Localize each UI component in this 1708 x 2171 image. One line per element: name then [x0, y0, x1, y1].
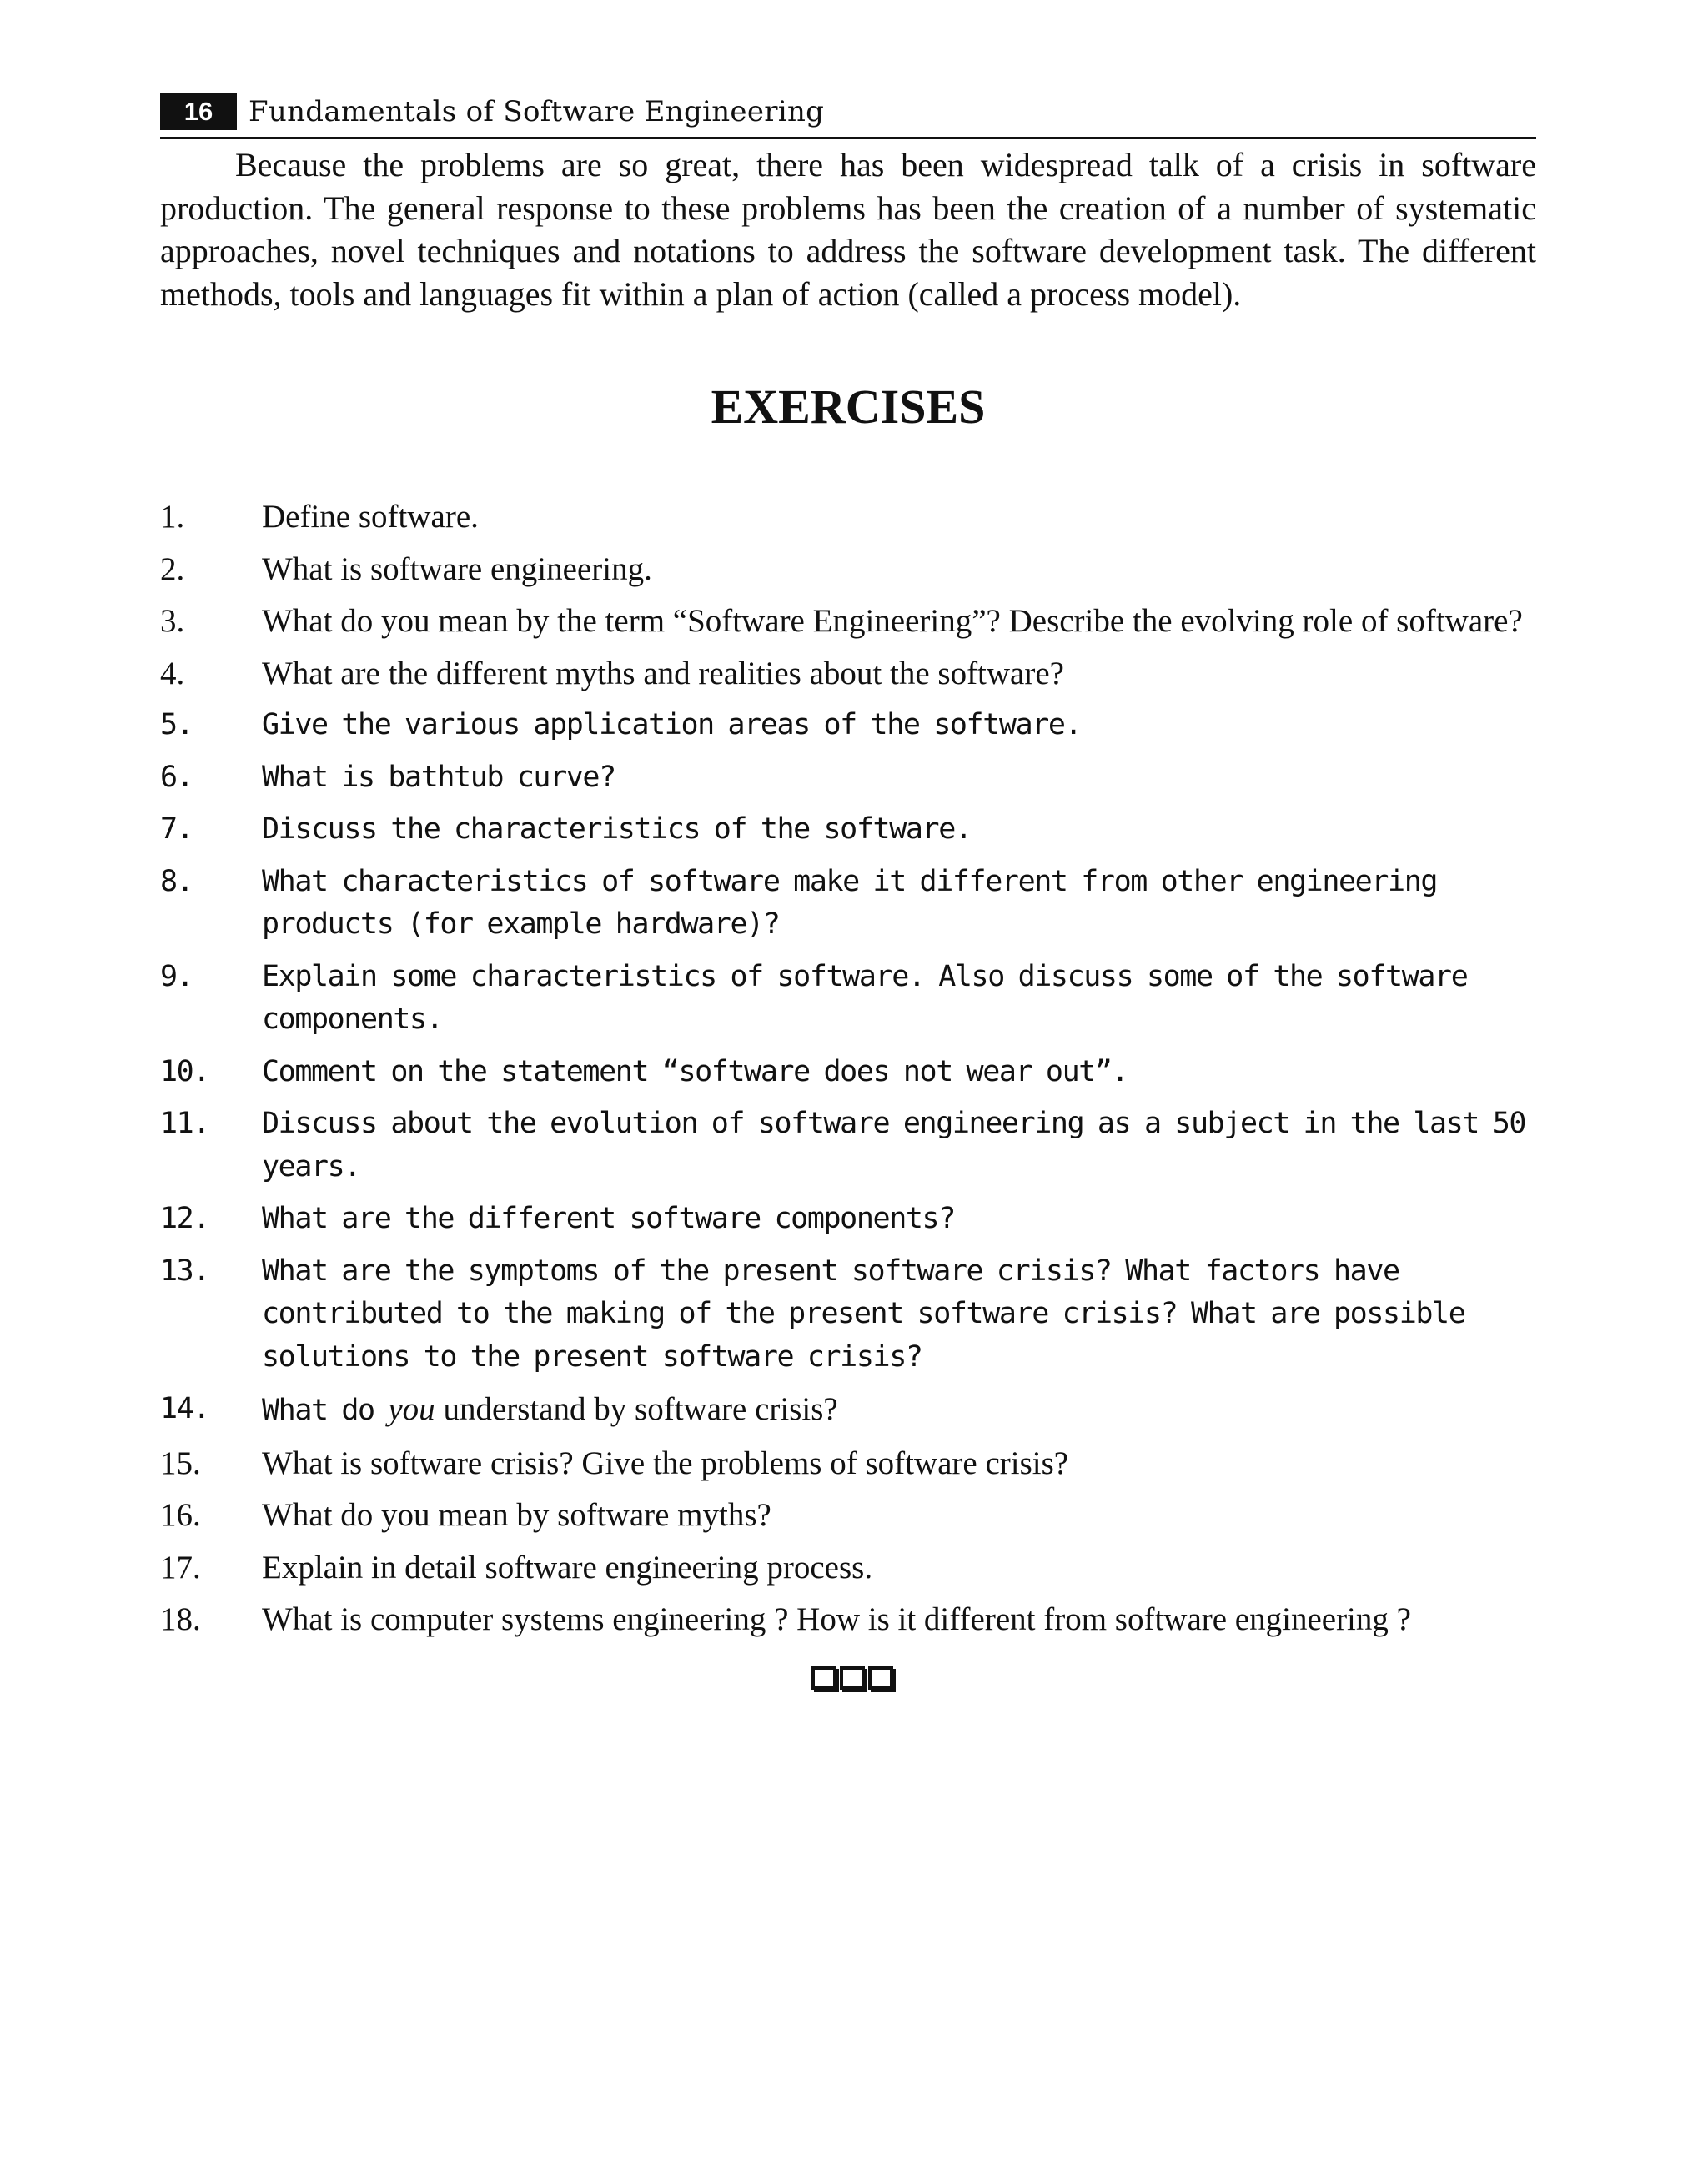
- exercise-item: [160, 1103, 1545, 1189]
- exercise-text: What are the symptoms of the present software crisis? What factors have contributed to the making of the present software crisis? What are possible solutions to the present software crisis?: [262, 1254, 1465, 1374]
- exercise-text: Give the various application areas of the software.: [262, 708, 1082, 741]
- exercise-item: [160, 1546, 1545, 1590]
- book-title: Fundamentals of Software Engineering: [249, 95, 825, 128]
- exercise-text: Define software.: [262, 499, 479, 535]
- exercise-text: What do you mean by software myths?: [262, 1497, 771, 1533]
- exercise-text-end: understand by software crisis?: [435, 1391, 838, 1427]
- exercise-text: Explain in detail software engineering process.: [262, 1549, 873, 1586]
- exercise-number: 15.: [160, 1445, 201, 1481]
- exercise-item: [160, 1442, 1545, 1485]
- exercise-text: Discuss the characteristics of the software.: [262, 812, 972, 846]
- exercise-number: 4.: [160, 655, 185, 691]
- exercise-item: [160, 1198, 1545, 1241]
- exercise-number: 9.: [160, 959, 193, 993]
- exercise-text: Discuss about the evolution of software engineering as a subject in the last 50 years.: [262, 1107, 1526, 1183]
- running-header: [160, 90, 1536, 139]
- exercise-text: [262, 1391, 838, 1427]
- exercise-text: What characteristics of software make it different from other engineering products (for example hardware)?: [262, 864, 1438, 941]
- square-icon: [840, 1666, 865, 1690]
- exercise-number: 14.: [160, 1392, 210, 1425]
- exercise-text: What are the different myths and realities about the software?: [262, 655, 1064, 691]
- exercise-item: [160, 1494, 1545, 1537]
- exercise-text-start: What do: [262, 1394, 389, 1427]
- exercise-emphasis: you: [388, 1391, 435, 1427]
- exercise-number: 10.: [160, 1054, 210, 1088]
- exercise-item: [160, 956, 1545, 1042]
- exercise-item: [160, 704, 1545, 747]
- exercise-text: What are the different software components?: [262, 1202, 955, 1235]
- exercise-text: What is software crisis? Give the problems of software crisis?: [262, 1445, 1069, 1481]
- exercise-number: 7.: [160, 812, 193, 846]
- section-heading: EXERCISES: [711, 379, 986, 434]
- exercise-number: 13.: [160, 1254, 210, 1288]
- end-of-chapter-marks: [811, 1666, 897, 1696]
- exercise-number: 17.: [160, 1549, 201, 1586]
- exercise-number: 11.: [160, 1107, 210, 1140]
- exercise-number: 1.: [160, 499, 185, 535]
- exercise-text: Comment on the statement “software does not wear out”.: [262, 1054, 1128, 1088]
- exercise-number: 18.: [160, 1601, 201, 1637]
- square-icon: [811, 1666, 836, 1690]
- exercise-number: 8.: [160, 864, 193, 898]
- exercise-number: 16.: [160, 1497, 201, 1533]
- exercise-item: [160, 808, 1545, 852]
- exercise-text: What is software engineering.: [262, 550, 652, 587]
- exercise-number: 6.: [160, 760, 193, 794]
- exercise-number: 12.: [160, 1202, 210, 1235]
- exercise-item: [160, 548, 1545, 591]
- exercise-item: [160, 600, 1545, 643]
- page-number: 16: [160, 93, 237, 130]
- exercise-text: What do you mean by the term “Software Engineering”? Describe the evolving role of software?: [262, 603, 1523, 639]
- exercise-item: [160, 1598, 1545, 1641]
- exercise-item: [160, 756, 1545, 800]
- square-icon: [868, 1666, 893, 1690]
- intro-paragraph: Because the problems are so great, there has been widespread talk of a crisis in software production. The general response to these problems has been the creation of a number of systematic approaches, novel techniques and notations to address the software development task. The different methods, tools and languages fit within a plan of action (called a process model).: [160, 146, 1536, 313]
- exercise-item: [160, 652, 1545, 696]
- exercise-list: [160, 495, 1545, 1651]
- exercise-item: [160, 495, 1545, 539]
- exercise-text: What is computer systems engineering ? How is it different from software engineering ?: [262, 1601, 1411, 1637]
- exercise-text: Explain some characteristics of software. Also discuss some of the software components.: [262, 959, 1468, 1036]
- exercise-number: 3.: [160, 603, 185, 639]
- exercise-text: What is bathtub curve?: [262, 760, 615, 794]
- exercise-item: [160, 861, 1545, 947]
- exercise-number: 5.: [160, 708, 193, 741]
- exercise-number: 2.: [160, 550, 185, 587]
- exercise-item: [160, 1051, 1545, 1094]
- exercise-item: [160, 1388, 1545, 1433]
- exercise-item: [160, 1250, 1545, 1379]
